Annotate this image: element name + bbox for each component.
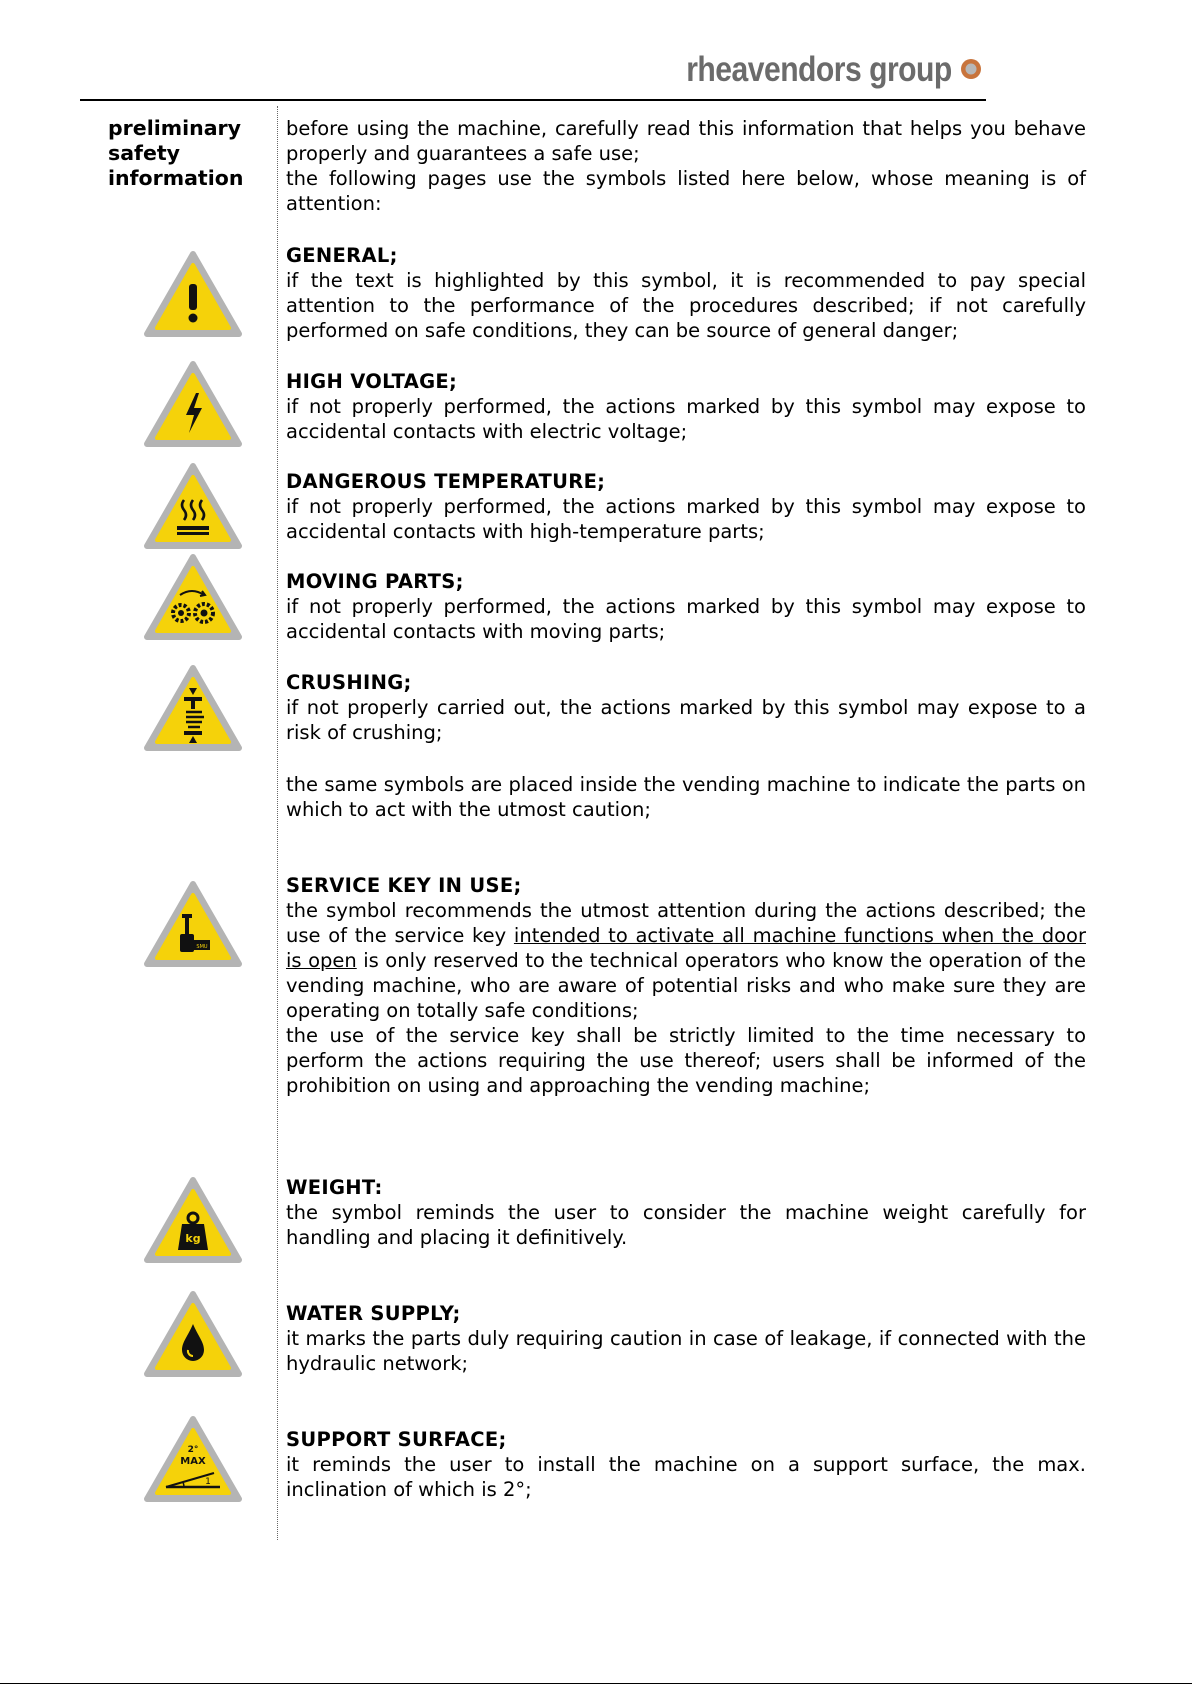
section-high-voltage [286, 369, 1086, 444]
intro-line: the following pages use the symbols listed here below, whose meaning is of attention: [286, 167, 1086, 215]
high-voltage-icon [144, 360, 242, 450]
section-text-part: is only reserved to the technical operators who know the operation of the vending machine, who are aware of potential risks and who make sure they are operating on totally safe conditions; [286, 949, 1086, 1022]
section-text [286, 898, 1086, 1023]
support-surface-icon-max: MAX [180, 1456, 206, 1467]
section-title: MOVING PARTS; [286, 570, 464, 593]
water-drop-icon [144, 1290, 242, 1380]
section-text-part: the symbol recommends the utmost attention during the actions described; the use of the service key [286, 899, 1086, 947]
side-title-line: information [108, 166, 244, 190]
section-crushing [286, 670, 1086, 745]
weight-icon-label: kg [185, 1232, 201, 1245]
support-surface-icon-ratio: 1 [205, 1477, 211, 1487]
section-text: the use of the service key shall be strictly limited to the time necessary to perform the actions requiring the use thereof; users shall be informed of the prohibition on using and approaching the vending machine; [286, 1024, 1086, 1097]
side-title-line: preliminary [108, 116, 242, 140]
general-warning-icon [144, 250, 242, 340]
moving-parts-icon [144, 553, 242, 643]
column-divider [277, 106, 278, 1540]
intro-text [286, 116, 1086, 216]
section-general [286, 243, 1086, 343]
brand-name: rheavendors group [686, 50, 952, 89]
section-title: GENERAL; [286, 244, 398, 267]
service-key-icon [144, 880, 242, 970]
section-weight [286, 1175, 1086, 1250]
brand-header [668, 48, 988, 92]
section-text: if not properly carried out, the actions marked by this symbol may expose to a risk of crushing; [286, 696, 1086, 744]
service-key-icon-label: SMU [196, 944, 208, 950]
section-dangerous-temperature [286, 469, 1086, 544]
section-text: it marks the parts duly requiring caution in case of leakage, if connected with the hydraulic network; [286, 1327, 1086, 1375]
hot-surface-icon [144, 462, 242, 552]
section-title: WEIGHT: [286, 1176, 383, 1199]
section-text: if not properly performed, the actions marked by this symbol may expose to accidental contacts with moving parts; [286, 595, 1086, 643]
section-water-supply [286, 1301, 1086, 1376]
intro-line: before using the machine, carefully read this information that helps you behave properly and guarantees a safe use; [286, 117, 1086, 165]
crushing-icon [144, 664, 242, 754]
section-service-key [286, 873, 1086, 1098]
support-surface-icon-degrees: 2° [187, 1445, 199, 1455]
section-text-underlined: intended to activate all machine functions when the door is open [286, 924, 1086, 972]
same-symbols-note [286, 772, 1086, 822]
section-text: if the text is highlighted by this symbol, it is recommended to pay special attention to the performance of the procedures described; if not carefully performed on safe conditions, they can be source of general danger; [286, 269, 1086, 342]
weight-icon [144, 1176, 242, 1266]
section-text: the same symbols are placed inside the vending machine to indicate the parts on which to act with the utmost caution; [286, 773, 1086, 821]
bottom-rule [0, 1683, 1192, 1684]
side-title [108, 116, 268, 191]
section-text: if not properly performed, the actions marked by this symbol may expose to accidental contacts with high-temperature parts; [286, 495, 1086, 543]
section-title: WATER SUPPLY; [286, 1302, 461, 1325]
section-title: SUPPORT SURFACE; [286, 1428, 507, 1451]
section-text: if not properly performed, the actions marked by this symbol may expose to accidental contacts with electric voltage; [286, 395, 1086, 443]
header-rule [80, 99, 986, 101]
section-title: SERVICE KEY IN USE; [286, 874, 522, 897]
section-title: CRUSHING; [286, 671, 412, 694]
section-moving-parts [286, 569, 1086, 644]
section-title: HIGH VOLTAGE; [286, 370, 458, 393]
section-support-surface [286, 1427, 1086, 1502]
section-text: it reminds the user to install the machine on a support surface, the max. inclination of which is 2°; [286, 1453, 1086, 1501]
support-surface-icon [144, 1415, 242, 1505]
side-title-line: safety [108, 141, 181, 165]
brand-logo-icon [958, 56, 984, 82]
section-text: the symbol reminds the user to consider the machine weight carefully for handling and placing it definitively. [286, 1201, 1086, 1249]
section-title: DANGEROUS TEMPERATURE; [286, 470, 606, 493]
